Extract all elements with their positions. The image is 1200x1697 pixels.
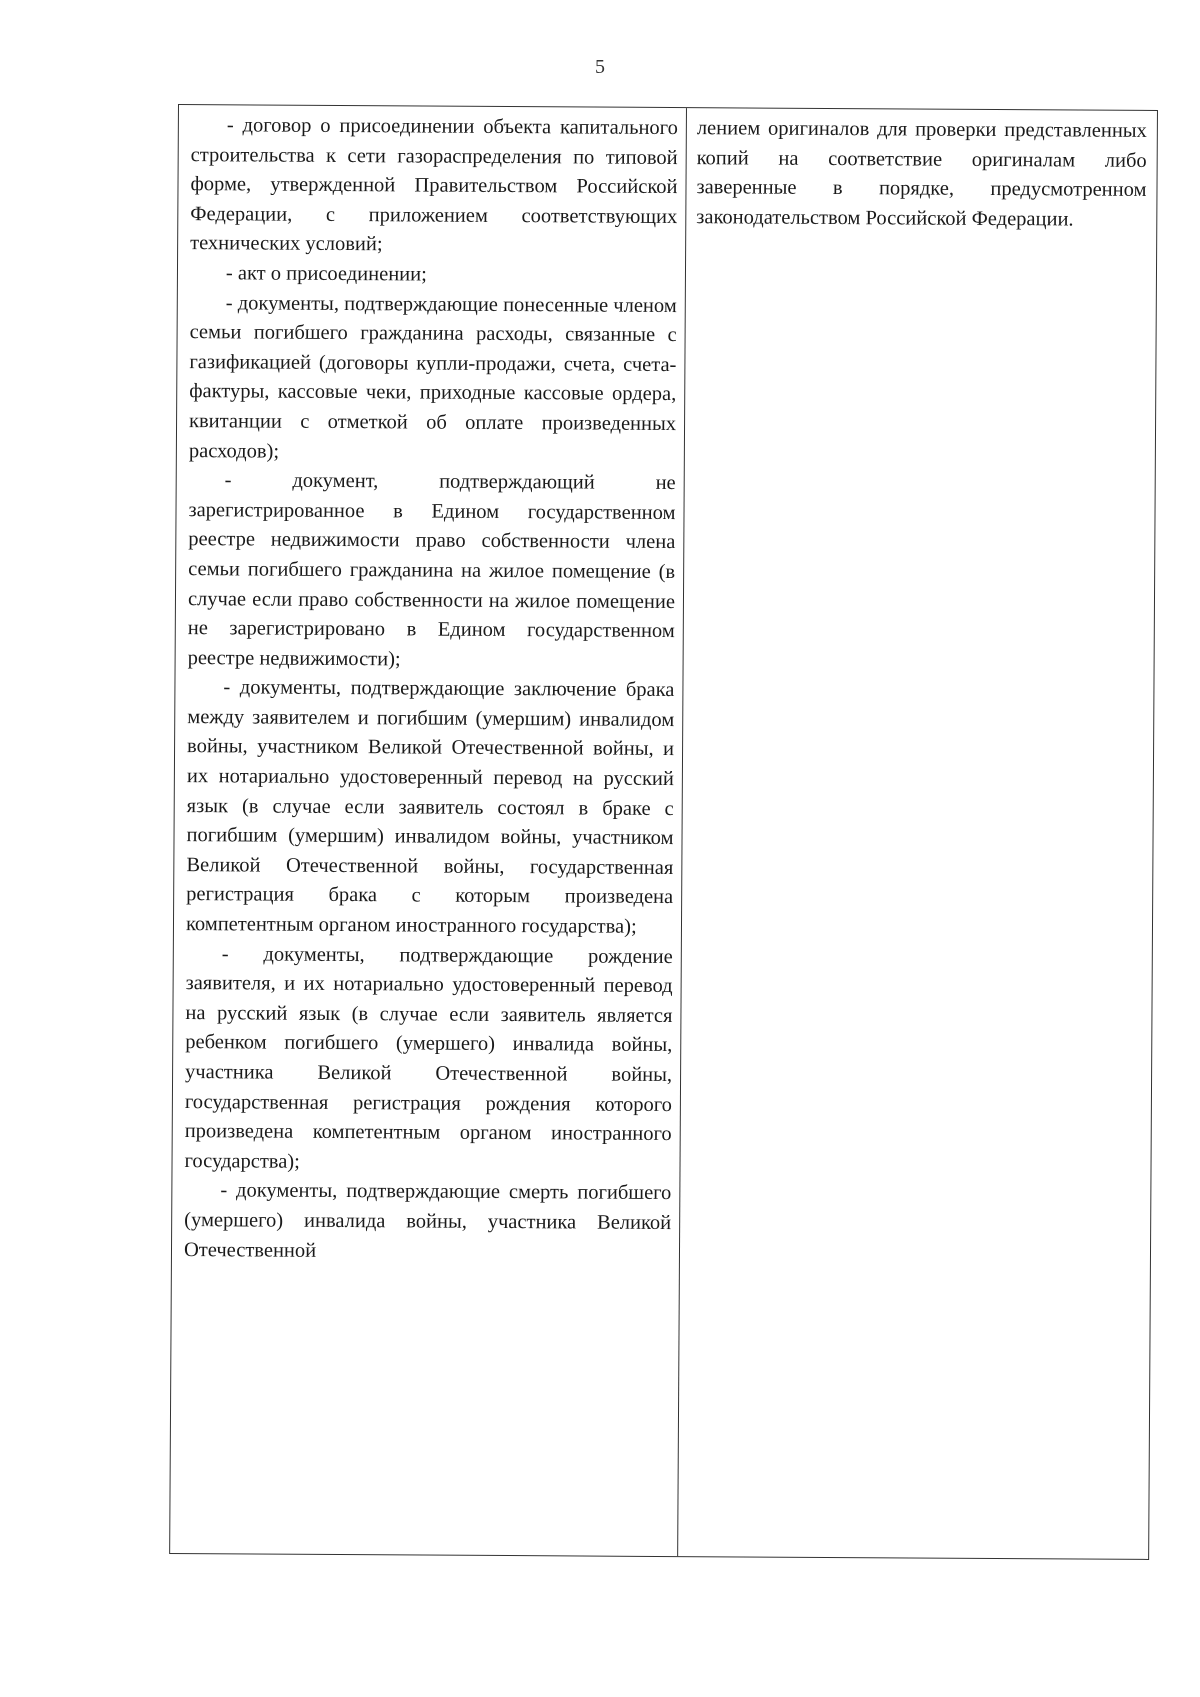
list-item-contract: - договор о присоединении объекта капитального строительства к сети газораспределения по типовой форме, утвержденной Правительством Российской Федерации, с приложением соответствующих технических условий;	[190, 114, 678, 256]
list-item-birth-documents: - документы, подтверждающие рождение заявителя, и их нотариально удостоверенный перевод на русский язык (в случае если заявитель является ребенком погибшего (умершего) инвалида войны, участника Великой Отечественной войны, государственная регистрация рождения которого произведена компетентным органом иностранного государства);	[184, 942, 673, 1173]
document-table	[169, 104, 1158, 1560]
page-number: 5	[595, 56, 605, 78]
list-item-expense-documents: - документы, подтверждающие понесенные членом семьи погибшего гражданина расходы, связанные с газификацией (договоры купли-продажи, счета, счета-фактуры, кассовые чеки, приходные кассовые ордера, квитанции с отметкой об оплате произведенных расходов);	[188, 291, 677, 463]
list-item-connection-act: - акт о присоединении;	[225, 262, 427, 286]
table-left-column	[170, 105, 687, 1556]
list-item-ownership-document: - документ, подтверждающий не зарегистрированное в Едином государственном реестре недвижимости право собственности члена семьи погибшего гражданина на жилое помещение (в случае если право собственности на жилое помещение не зарегистрировано в Едином государственном реестре недвижимости);	[187, 469, 676, 671]
right-column-text: лением оригиналов для проверки представленных копий на соответствие оригиналам либо заверенные в порядке, предусмотренном законодательством Российской Федерации.	[696, 117, 1147, 231]
list-item-death-documents: - документы, подтверждающие смерть погибшего (умершего) инвалида войны, участника Великой Отечественной	[183, 1179, 672, 1262]
table-right-column	[678, 108, 1157, 1559]
list-item-marriage-documents: - документы, подтверждающие заключение брака между заявителем и погибшим (умершим) инвалидом войны, участником Великой Отечественной войны, и их нотариально удостоверенный перевод на русский язык (в случае если заявитель состоял в браке с погибшим (умершим) инвалидом войны, участником Великой Отечественной войны, государственная регистрация брака с которым произведена компетентным органом иностранного государства);	[185, 676, 675, 938]
